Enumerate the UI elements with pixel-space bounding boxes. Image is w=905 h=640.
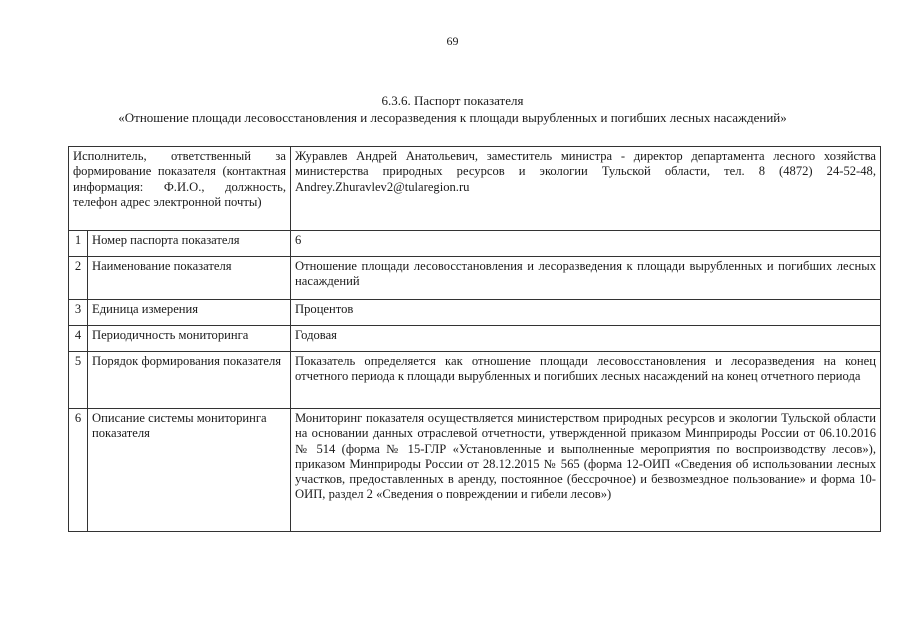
row-number: 1 xyxy=(69,231,88,257)
row-value: 6 xyxy=(291,231,881,257)
contact-label: Исполнитель, ответственный за формирование показателя (контактная информация: Ф.И.О., должность, телефон адрес электронной почты) xyxy=(69,147,291,231)
contact-value: Журавлев Андрей Анатольевич, заместитель министра - директор департамента лесного хозяйства министерства природных ресурсов и экологии Тульской области, тел. 8 (4872) 24-52-48, Andrey.Zhuravlev2@tularegion.ru xyxy=(291,147,881,231)
row-number: 2 xyxy=(69,257,88,300)
section-subtitle: «Отношение площади лесовосстановления и лесоразведения к площади вырубленных и погибших лесных насаждений» xyxy=(118,110,787,125)
row-label: Порядок формирования показателя xyxy=(88,352,291,409)
row-number: 4 xyxy=(69,326,88,352)
row-number: 6 xyxy=(69,409,88,532)
row-label: Периодичность мониторинга xyxy=(88,326,291,352)
section-title: 6.3.6. Паспорт показателя xyxy=(381,93,524,108)
page-number: 69 xyxy=(446,34,459,48)
row-label: Наименование показателя xyxy=(88,257,291,300)
table-row xyxy=(69,257,881,300)
row-number: 5 xyxy=(69,352,88,409)
row-value: Годовая xyxy=(291,326,881,352)
passport-table xyxy=(68,146,881,532)
table-row xyxy=(69,352,881,409)
table-row xyxy=(69,300,881,326)
table-row xyxy=(69,147,881,231)
row-value: Мониторинг показателя осуществляется министерством природных ресурсов и экологии Тульской области на основании данных отраслевой отчетности, утвержденной приказом Минприроды России от 06.10.2016 № 514 (форма № 15-ГЛР «Установленные и выполненные мероприятия по воспроизводству лесов»), приказом Минприроды России от 28.12.2015 № 565 (форма 12-ОИП «Сведения об использовании лесных участков, предоставленных в аренду, постоянное (бессрочное) и безвозмездное пользование» и форма 10-ОИП, раздел 2 «Сведения о повреждении и гибели лесов») xyxy=(291,409,881,532)
table-row xyxy=(69,326,881,352)
row-value: Показатель определяется как отношение площади лесовосстановления и лесоразведения на конец отчетного периода к площади вырубленных и погибших лесных насаждений на конец отчетного периода xyxy=(291,352,881,409)
row-value: Отношение площади лесовосстановления и лесоразведения к площади вырубленных и погибших лесных насаждений xyxy=(291,257,881,300)
row-number: 3 xyxy=(69,300,88,326)
table-row xyxy=(69,409,881,532)
table-row xyxy=(69,231,881,257)
row-label: Единица измерения xyxy=(88,300,291,326)
row-label: Описание системы мониторинга показателя xyxy=(88,409,291,532)
row-value: Процентов xyxy=(291,300,881,326)
row-label: Номер паспорта показателя xyxy=(88,231,291,257)
